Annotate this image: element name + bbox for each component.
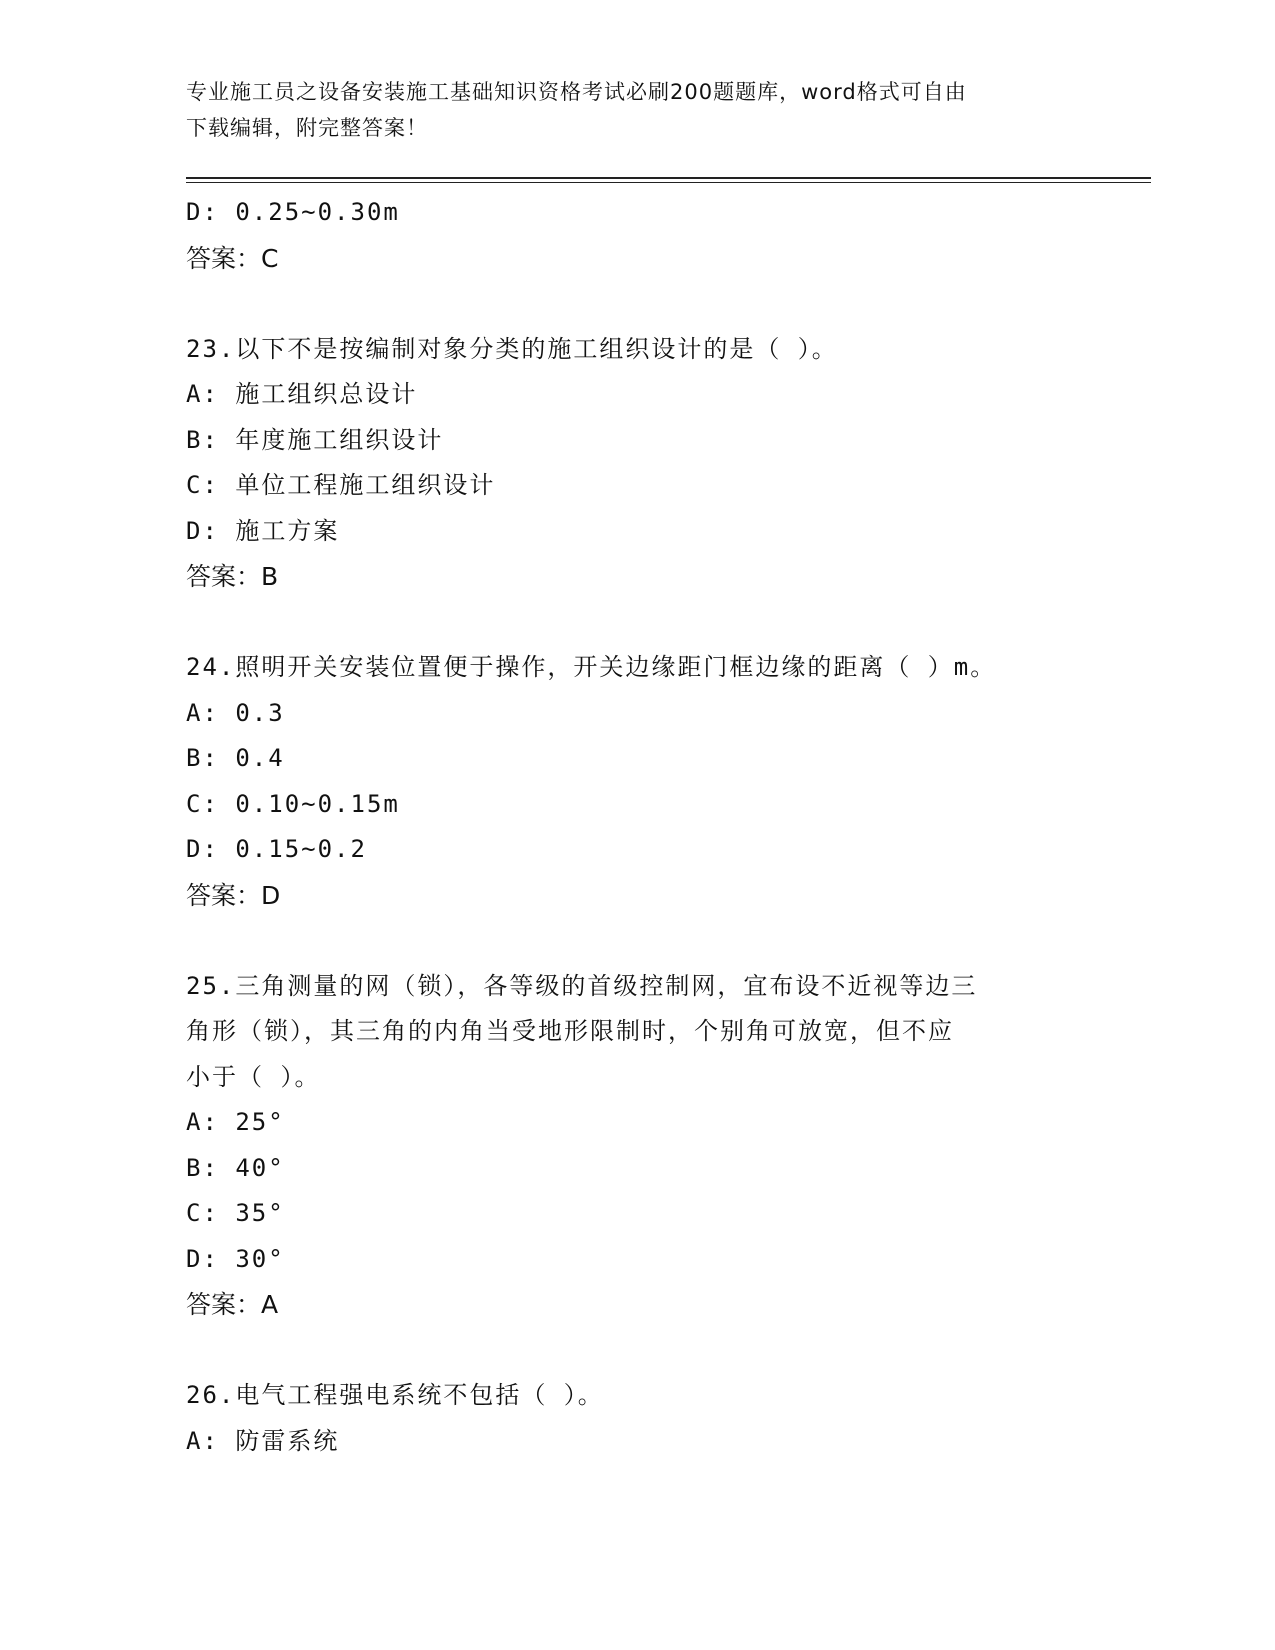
- question-stem: 26.电气工程强电系统不包括（ ）。: [186, 1381, 604, 1409]
- question-26: [186, 1373, 1086, 1464]
- question-list: [186, 190, 1086, 1464]
- option-c: C: 35°: [186, 1199, 285, 1227]
- option-b: B: 0.4: [186, 744, 285, 772]
- option-d: D: 施工方案: [186, 516, 340, 545]
- question-stem-line-1: 25.三角测量的网（锁），各等级的首级控制网，宜布设不近视等边三: [186, 971, 978, 1000]
- option-a: A: 防雷系统: [186, 1426, 340, 1455]
- question-24: [186, 645, 1086, 918]
- question-stem: 23.以下不是按编制对象分类的施工组织设计的是（ ）。: [186, 334, 838, 363]
- option-d: D: 0.15~0.2: [186, 835, 367, 863]
- option-b: B: 40°: [186, 1153, 285, 1182]
- question-stem: 24.照明开关安装位置便于操作，开关边缘距门框边缘的距离（ ）m。: [186, 653, 997, 681]
- header-line-1: 专业施工员之设备安装施工基础知识资格考试必刷200题题库，word格式可自由: [186, 80, 967, 104]
- question-stem-line-3: 小于（ ）。: [186, 1062, 321, 1091]
- header-divider-thick: [186, 177, 1151, 179]
- option-a: A: 0.3: [186, 698, 285, 727]
- answer-line: 答案：B: [186, 562, 279, 591]
- question-stem-line-2: 角形（锁），其三角的内角当受地形限制时，个别角可放宽，但不应: [186, 1017, 954, 1045]
- question-22-tail: [186, 190, 1086, 281]
- option-a: A: 25°: [186, 1108, 285, 1136]
- option-d: D: 0.25~0.30m: [186, 198, 400, 226]
- question-23: [186, 327, 1086, 600]
- header-divider-thin: [186, 182, 1151, 183]
- answer-line: 答案：C: [186, 243, 279, 273]
- option-b: B: 年度施工组织设计: [186, 425, 444, 454]
- spacer: [186, 1328, 1086, 1374]
- spacer: [186, 600, 1086, 646]
- page-header: [186, 74, 1086, 146]
- spacer: [186, 918, 1086, 964]
- option-a: A: 施工组织总设计: [186, 380, 418, 408]
- option-c: C: 单位工程施工组织设计: [186, 471, 496, 499]
- answer-line: 答案：A: [186, 1290, 279, 1319]
- question-25: [186, 964, 1086, 1328]
- option-c: C: 0.10~0.15m: [186, 789, 400, 818]
- option-d: D: 30°: [186, 1244, 285, 1273]
- answer-line: 答案：D: [186, 880, 281, 910]
- spacer: [186, 281, 1086, 327]
- header-line-2: 下载编辑，附完整答案！: [186, 116, 428, 140]
